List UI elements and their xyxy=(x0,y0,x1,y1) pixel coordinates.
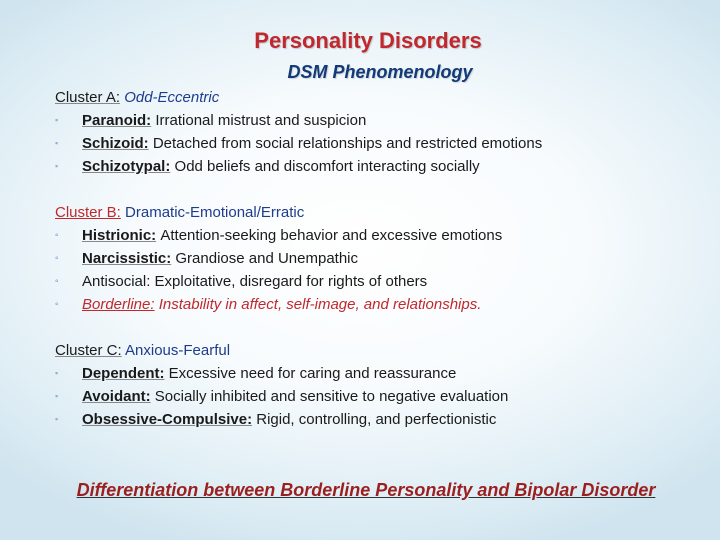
disorder-term: Borderline: xyxy=(82,296,155,313)
cluster-c-label: Cluster C: xyxy=(55,342,122,359)
disorder-description: Socially inhibited and sensitive to negative evaluation xyxy=(154,388,509,405)
dot-bullet-icon: ◦ xyxy=(55,299,59,310)
disorder-description: Detached from social relationships and restricted emotions xyxy=(152,135,543,152)
cluster-b-description: Dramatic-Emotional/Erratic xyxy=(125,204,305,221)
cluster-a-label: Cluster A: xyxy=(55,89,121,106)
list-item-borderline xyxy=(55,293,695,316)
square-bullet-icon: ▪ xyxy=(55,161,59,171)
square-bullet-icon: ▪ xyxy=(55,115,59,125)
disorder-term: Obsessive-Compulsive: xyxy=(82,411,253,428)
cluster-b-section xyxy=(55,201,695,316)
square-bullet-icon: ▪ xyxy=(55,368,59,378)
disorder-description: Attention-seeking behavior and excessive emotions xyxy=(160,227,503,244)
cluster-a-section xyxy=(55,86,695,178)
list-item-dependent xyxy=(55,362,695,385)
cluster-c-description: Anxious-Fearful xyxy=(125,342,231,359)
cluster-c-section xyxy=(55,339,695,431)
disorder-description: Odd beliefs and discomfort interacting socially xyxy=(174,158,480,175)
cluster-b-label: Cluster B: xyxy=(55,204,121,221)
list-item-obsessive-compulsive xyxy=(55,408,695,431)
disorder-term: Schizotypal: xyxy=(82,158,171,175)
slide-title: Personality Disorders xyxy=(254,28,482,53)
list-item-avoidant xyxy=(55,385,695,408)
list-item-schizoid xyxy=(55,132,695,155)
disorder-description: Exploitative, disregard for rights of others xyxy=(154,273,428,290)
dot-bullet-icon: ◦ xyxy=(55,276,59,287)
disorder-description: Excessive need for caring and reassurance xyxy=(168,365,457,382)
disorder-term: Paranoid: xyxy=(82,112,152,129)
list-item-histrionic xyxy=(55,224,695,247)
square-bullet-icon: ▪ xyxy=(55,391,59,401)
list-item-schizotypal xyxy=(55,155,695,178)
disorder-term: Schizoid: xyxy=(82,135,149,152)
disorder-term: Narcissistic: xyxy=(82,250,172,267)
list-item-antisocial xyxy=(55,270,695,293)
differentiation-link[interactable]: Differentiation between Borderline Personality and Bipolar Disorder xyxy=(76,480,656,500)
disorder-term: Antisocial: xyxy=(82,273,151,290)
cluster-b-heading xyxy=(55,201,695,224)
square-bullet-icon: ▪ xyxy=(55,138,59,148)
disorder-description: Irrational mistrust and suspicion xyxy=(155,112,367,129)
disorder-description: Rigid, controlling, and perfectionistic xyxy=(256,411,497,428)
disorder-description: Grandiose and Unempathic xyxy=(175,250,358,267)
disorder-term: Histrionic: xyxy=(82,227,157,244)
dot-bullet-icon: ◦ xyxy=(55,253,59,264)
list-item-paranoid xyxy=(55,109,695,132)
dot-bullet-icon: ◦ xyxy=(55,230,59,241)
cluster-a-heading xyxy=(55,86,695,109)
cluster-a-description: Odd-Eccentric xyxy=(124,89,220,106)
list-item-narcissistic xyxy=(55,247,695,270)
cluster-c-heading xyxy=(55,339,695,362)
slide-subtitle: DSM Phenomenology xyxy=(287,62,473,82)
square-bullet-icon: ▪ xyxy=(55,414,59,424)
disorder-term: Dependent: xyxy=(82,365,165,382)
disorder-term: Avoidant: xyxy=(82,388,151,405)
disorder-description: Instability in affect, self-image, and relationships. xyxy=(158,296,482,313)
